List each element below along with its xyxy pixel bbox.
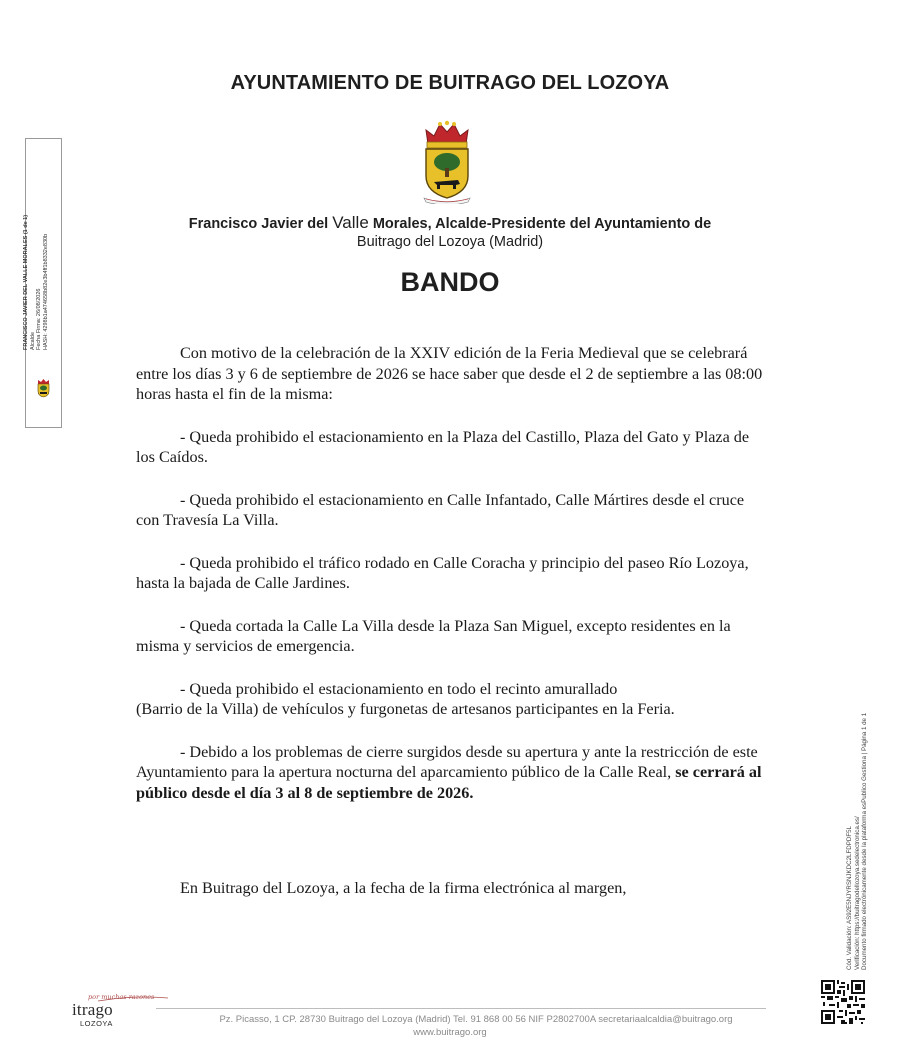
logo-tagline: por muchas razones bbox=[88, 993, 155, 1001]
signature-hash: HASH: 4298b1a474658b82e3b4ff1b8332e830b bbox=[42, 233, 49, 350]
body-item-6-bold: se cerrará al público desde el día 3 al 8 de septiembre de 2026. bbox=[136, 763, 762, 802]
signature-strip-text bbox=[23, 200, 49, 350]
signature-signer: FRANCISCO JAVIER DEL VALLE MORALES (1 de 1) bbox=[23, 214, 29, 350]
page-header-title: AYUNTAMIENTO DE BUITRAGO DEL LOZOYA bbox=[230, 72, 670, 94]
footer-divider bbox=[156, 1008, 766, 1009]
body-item-3: - Queda prohibido el tráfico rodado en Calle Coracha y principio del paseo Río Lozoya, hasta la bajada de Calle Jardines. bbox=[136, 553, 749, 592]
author-name-post: Morales, Alcalde-Presidente del Ayuntamiento de bbox=[372, 216, 712, 232]
closing-line: En Buitrago del Lozoya, a la fecha de la firma electrónica al margen, bbox=[180, 879, 627, 897]
body-item-4: - Queda cortada la Calle La Villa desde la Plaza San Miguel, excepto residentes en la misma y servicios de emergencia. bbox=[136, 616, 731, 655]
footer-address: Pz. Picasso, 1 CP. 28730 Buitrago del Lozoya (Madrid) Tel. 91 868 00 56 NIF P2802700A secretariaalcaldia@buitrago.org bbox=[219, 1014, 733, 1025]
footer-website[interactable]: www.buitrago.org bbox=[413, 1027, 487, 1038]
signature-role: Alcalde bbox=[29, 331, 36, 350]
author-line bbox=[0, 214, 900, 251]
body-item-2: - Queda prohibido el estacionamiento en Calle Infantado, Calle Mártires desde el cruce con Travesía La Villa. bbox=[136, 490, 745, 529]
logo-subtitle: LOZOYA bbox=[80, 1019, 113, 1028]
document-body bbox=[136, 343, 768, 825]
body-item-6 bbox=[136, 742, 768, 804]
body-item-6-text: - Debido a los problemas de cierre surgidos desde su apertura y ante la restricción de este Ayuntamiento para la apertura nocturna del aparcamiento público de la Calle Real, bbox=[136, 742, 758, 781]
body-item-5-line-b: (Barrio de la Villa) de vehículos y furgonetas de artesanos participantes en la Feria. bbox=[136, 700, 675, 718]
logo-wordmark: itrago bbox=[72, 1000, 113, 1019]
author-place: Buitrago del Lozoya (Madrid) bbox=[356, 234, 544, 250]
verification-platform: Documento firmado electrónicamente desde la plataforma esPublico Gestiona | Página 1 de 1 bbox=[861, 712, 868, 970]
verification-code: Cód. Validación: AS92E5NJYRSNJKDC2LFDPDF5L bbox=[846, 826, 853, 970]
author-name-valle: Valle bbox=[332, 213, 369, 232]
qr-code-icon[interactable] bbox=[821, 980, 865, 1024]
body-item-1: - Queda prohibido el estacionamiento en la Plaza del Castillo, Plaza del Gato y Plaza de los Caídos. bbox=[136, 427, 750, 466]
verification-url: Verificación: https://buitragodellozoya.sedelectronica.es/ bbox=[853, 816, 861, 970]
author-name-pre: Francisco Javier del bbox=[188, 216, 329, 232]
verification-text bbox=[846, 650, 869, 970]
body-intro-paragraph: Con motivo de la celebración de la XXIV edición de la Feria Medieval que se celebrará entre los días 3 y 6 de septiembre de 2026 se hace saber que desde el 2 de septiembre a las 08:00 horas hasta el fin de la misma: bbox=[136, 344, 763, 403]
signature-crest-icon bbox=[36, 378, 51, 398]
document-title: BANDO bbox=[400, 267, 500, 297]
signature-date: Fecha Firma: 26/08/2026 bbox=[36, 288, 43, 350]
municipal-crest-icon bbox=[418, 118, 476, 204]
body-item-5-line-a: - Queda prohibido el estacionamiento en todo el recinto amurallado bbox=[180, 679, 618, 698]
body-item-5 bbox=[136, 679, 768, 720]
